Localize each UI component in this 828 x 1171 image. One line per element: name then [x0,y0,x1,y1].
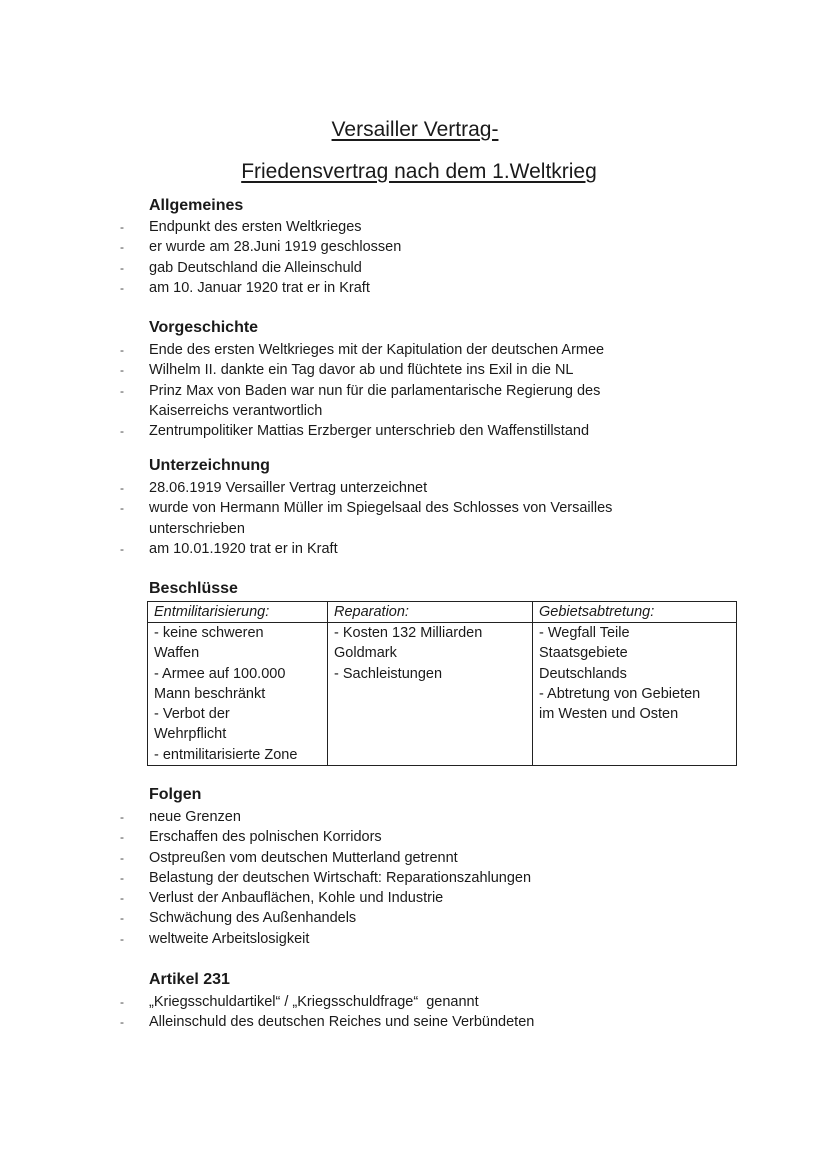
list-item: - wurde von Hermann Müller im Spiegelsaal des Schlosses von Versailles unterschrieben [120,500,613,537]
bullet-dash: - [120,1015,124,1030]
bullet-dash: - [120,810,124,824]
list-item: - er wurde am 28.Juni 1919 geschlossen [0,237,649,257]
bullet-dash: - [120,891,124,906]
list-item: - Belastung der deutschen Wirtschaft: Reparationszahlungen [0,868,649,888]
heading-folgen: Folgen [149,786,202,803]
bullet-dash: - [120,850,124,865]
bullet-dash: - [120,830,124,845]
list-artikel-231 [0,992,828,1033]
heading-unterzeichnung: Unterzeichnung [149,457,270,474]
list-vorgeschichte [0,340,828,441]
list-allgemeines [0,217,828,298]
bullet-dash: - [120,995,124,1009]
list-item: - gab Deutschland die Alleinschuld [0,258,649,278]
list-item: - am 10. Januar 1920 trat er in Kraft [0,278,649,298]
bullet-dash: - [120,220,124,234]
column-header: Gebietsabtretung: [533,602,737,623]
column-header: Reparation: [328,602,533,623]
bullet-dash: - [120,541,124,556]
bullet-dash: - [120,363,124,378]
bullet-dash: - [120,383,124,398]
list-item: - weltweite Arbeitslosigkeit [0,929,649,949]
column-header: Entmilitarisierung: [148,602,328,623]
beschluesse-table [147,601,737,766]
list-item: - neue Grenzen [0,807,649,827]
list-unterzeichnung [0,478,828,559]
heading-vorgeschichte: Vorgeschichte [149,319,259,336]
bullet-dash: - [120,911,124,926]
bullet-dash: - [120,260,124,275]
heading-artikel-231: Artikel 231 [149,971,230,988]
list-item: - am 10.01.1920 trat er in Kraft [0,539,649,559]
list-item: - Schwächung des Außenhandels [0,908,649,928]
table-cell-reparation: - Kosten 132 Milliarden Goldmark - Sachleistungen [328,623,533,766]
bullet-dash: - [120,343,124,357]
list-item: - „Kriegsschuldartikel“ / „Kriegsschuldfrage“ genannt [0,992,649,1012]
table-header-row [148,602,737,623]
list-item: - Ende des ersten Weltkrieges mit der Kapitulation der deutschen Armee [0,340,649,360]
table-cell-gebietsabtretung: - Wegfall Teile Staatsgebiete Deutschlands - Abtretung von Gebieten im Westen und Osten [533,623,737,766]
bullet-dash: - [120,870,124,885]
document-subtitle: Friedensvertrag nach dem 1.Weltkrieg [241,160,597,183]
list-item: - Wilhelm II. dankte ein Tag davor ab und flüchtete ins Exil in die NL [0,360,649,380]
list-item: - Ostpreußen vom deutschen Mutterland getrennt [0,848,649,868]
heading-beschluesse: Beschlüsse [149,580,238,597]
table-cell-entmilitarisierung: - keine schweren Waffen - Armee auf 100.000 Mann beschränkt - Verbot der Wehrpflicht - entmilitarisierte Zone [148,623,328,766]
list-item: - Zentrumpolitiker Mattias Erzberger unterschrieb den Waffenstillstand [0,421,649,441]
list-item: - Erschaffen des polnischen Korridors [0,827,649,847]
bullet-dash: - [120,280,124,295]
bullet-dash: - [120,501,124,516]
list-item: - Verlust der Anbauflächen, Kohle und Industrie [0,888,649,908]
heading-allgemeines: Allgemeines [149,197,244,214]
bullet-dash: - [120,481,124,495]
list-item: - 28.06.1919 Versailler Vertrag unterzeichnet [0,478,649,498]
table-row [148,623,737,766]
document-title: Versailler Vertrag- [331,118,499,141]
list-item: - Prinz Max von Baden war nun für die parlamentarische Regierung des Kaiserreichs verantwortlich [120,382,601,419]
list-item: - Alleinschuld des deutschen Reiches und seine Verbündeten [0,1012,649,1032]
list-item: - Endpunkt des ersten Weltkrieges [0,217,649,237]
list-folgen [0,807,828,949]
bullet-dash: - [120,240,124,255]
bullet-dash: - [120,424,124,439]
bullet-dash: - [120,931,124,946]
